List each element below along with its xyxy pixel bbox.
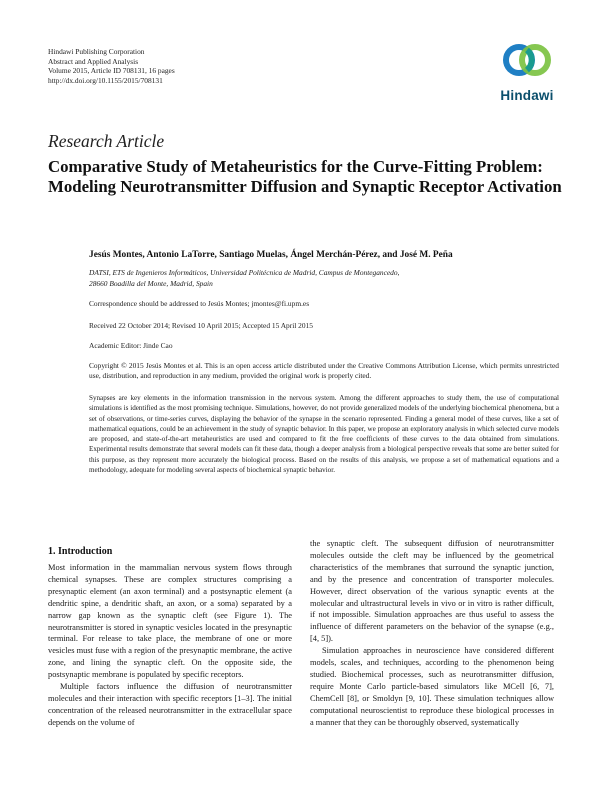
history-dates: Received 22 October 2014; Revised 10 April 2015; Accepted 15 April 2015: [89, 321, 313, 330]
journal-header: [48, 47, 175, 85]
paragraph: Multiple factors influence the diffusion of neurotransmitter molecules and their interaction with specific receptors [1–3]. The initial concentration of the released neurotransmitter in the extracellular space depends on the volume of: [48, 682, 292, 727]
affiliation-line-2: 28660 Boadilla del Monte, Madrid, Spain: [89, 278, 213, 288]
journal-name: Abstract and Applied Analysis: [48, 56, 139, 66]
copyright-notice: Copyright © 2015 Jesús Montes et al. This is an open access article distributed under the Creative Commons Attribution License, which permits unrestricted use, distribution, and reproduction in any medium, provided the original work is properly cited.: [89, 361, 559, 381]
volume-info: Volume 2015, Article ID 708131, 16 pages: [48, 66, 175, 76]
doi-link[interactable]: http://dx.doi.org/10.1155/2015/708131: [48, 75, 163, 85]
article-type: Research Article: [48, 131, 165, 151]
hindawi-logo-icon: [494, 38, 560, 88]
hindawi-logo-text: Hindawi: [500, 88, 554, 103]
hindawi-logo: [494, 38, 560, 110]
paragraph: Most information in the mammalian nervous system flows through chemical synapses. These are complex structures comprising a presynaptic element (an axon terminal) and a postsynaptic element (a dendritic spine, a dendritic shaft, an axon, or a soma) separated by a narrow gap known as the synaptic cleft (see Figure 1). The neurotransmitter is stored in synaptic vesicles located in the presynaptic terminal. For release to take place, the membrane of one or more vesicles must fuse with a region of the presynaptic membrane, the active zone, and lining the synaptic cleft. On the opposite side, the postsynaptic membrane is populated by specific receptors.: [48, 563, 292, 680]
paper-title: Comparative Study of Metaheuristics for the Curve-Fitting Problem: Modeling Neurotransmitter Diffusion and Synaptic Receptor Activation: [48, 157, 562, 196]
publisher-name: Hindawi Publishing Corporation: [48, 47, 145, 56]
correspondence: Correspondence should be addressed to Jesús Montes; jmontes@fi.upm.es: [89, 299, 310, 308]
abstract: Synapses are key elements in the information transmission in the nervous system. Among the different approaches to study them, the use of computational simulations is identified as the most promising technique. Simulations, however, do not provide generalized models of the underlying biochemical phenomena, but a set of observations, or time-series curves, displaying the behavior of the synapse in the scenario represented. Finding a general model of these curves, like a set of mathematical equations, could be an achievement in the study of synaptic behavior. In this paper, we propose an exploratory analysis in which selected curve models are proposed, and state-of-the-art metaheuristics are used and compared to fit the free coefficients of these curves to the data obtained from simulations. Experimental results demonstrate that several models can fit these data, though a deeper analysis from a biological perspective reveals that some are better suited for this purpose, as they represent more accurately the biological process. Based on the results of this analysis, we propose a set of mathematical equations and a methodology, adequate for modeling several aspects of biochemical synaptic behavior.: [89, 394, 559, 475]
right-column: [310, 538, 554, 729]
left-column: [48, 562, 292, 729]
section-heading: 1. Introduction: [48, 546, 113, 557]
author-list: Jesús Montes, Antonio LaTorre, Santiago Muelas, Ángel Merchán-Pérez, and José M. Peña: [89, 250, 453, 260]
affiliation: [89, 268, 559, 289]
paragraph: Simulation approaches in neuroscience have considered different models, scales, and techniques, according to the phenomenon being studied. Biochemical processes, such as neurotransmitter diffusion, require Monte Carlo particle-based simulators like MCell [6, 7], ChemCell [8], or Smoldyn [9, 10]. These simulation techniques allow computational neuroscientist to reproduce these biological processes in a manner that they can be thoroughly observed, systematically: [310, 646, 554, 727]
academic-editor: Academic Editor: Jinde Cao: [89, 341, 173, 350]
paragraph: the synaptic cleft. The subsequent diffusion of neurotransmitter molecules outside the cleft may be influenced by the geometrical characteristics of the membranes that surround the synaptic junction, and by the presence and concentration of transporter molecules. However, direct observation of the various synaptic events at the molecular and ultrastructural levels in vivo or in vitro is rather difficult, if not impossible. Simulation approaches are thus useful to assess the influence of different parameters on the behavior of the synapse (e.g., [4, 5]).: [310, 539, 554, 644]
affiliation-line-1: DATSI, ETS de Ingenieros Informáticos, Universidad Politécnica de Madrid, Campus de Montegancedo,: [89, 268, 400, 277]
